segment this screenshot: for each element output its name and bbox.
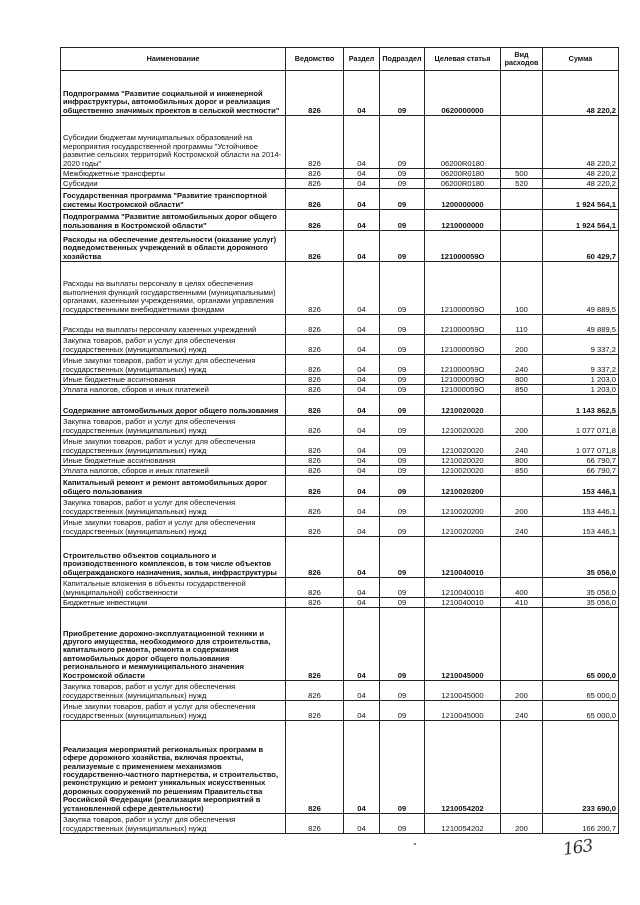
cell-target-article: 1210045000	[425, 681, 501, 701]
cell-subsection: 09	[380, 814, 425, 834]
cell-name: Закупка товаров, работ и услуг для обеспечения государственных (муниципальных) нужд	[61, 497, 286, 517]
cell-amount: 1 077 071,8	[543, 416, 619, 436]
cell-target-article: 1210020020	[425, 395, 501, 416]
cell-amount: 153 446,1	[543, 517, 619, 537]
cell-target-article: 121000059О	[425, 355, 501, 375]
cell-target-article: 121000059О	[425, 262, 501, 315]
cell-target-article: 1210020200	[425, 517, 501, 537]
cell-target-article: 0620000000	[425, 71, 501, 116]
cell-department: 826	[286, 315, 344, 335]
cell-subsection: 09	[380, 436, 425, 456]
table-row	[61, 116, 619, 169]
cell-amount: 35 056,0	[543, 578, 619, 598]
cell-department: 826	[286, 517, 344, 537]
cell-expense-type: 100	[501, 262, 543, 315]
cell-department: 826	[286, 681, 344, 701]
cell-section: 04	[344, 608, 380, 681]
cell-subsection: 09	[380, 315, 425, 335]
header-amount: Сумма	[543, 48, 619, 71]
cell-amount: 1 203,0	[543, 375, 619, 385]
speck	[414, 843, 416, 845]
cell-section: 04	[344, 476, 380, 497]
header-department: Ведомство	[286, 48, 344, 71]
cell-target-article: 1210040010	[425, 537, 501, 578]
cell-department: 826	[286, 179, 344, 189]
cell-department: 826	[286, 578, 344, 598]
cell-expense-type: 520	[501, 179, 543, 189]
cell-target-article: 121000059О	[425, 231, 501, 262]
cell-amount: 1 203,0	[543, 385, 619, 395]
cell-name: Расходы на выплаты персоналу в целях обеспечения выполнения функций государственными (муниципальными) органами, казенными учреждениями, органами управления государственными внебюджетными фондами	[61, 262, 286, 315]
cell-department: 826	[286, 456, 344, 466]
table-row	[61, 385, 619, 395]
cell-section: 04	[344, 436, 380, 456]
cell-subsection: 09	[380, 578, 425, 598]
cell-amount: 49 889,5	[543, 262, 619, 315]
cell-amount: 1 924 564,1	[543, 189, 619, 210]
cell-expense-type	[501, 231, 543, 262]
cell-amount: 48 220,2	[543, 179, 619, 189]
cell-subsection: 09	[380, 537, 425, 578]
cell-subsection: 09	[380, 721, 425, 814]
cell-name: Иные закупки товаров, работ и услуг для обеспечения государственных (муниципальных) нужд	[61, 517, 286, 537]
cell-subsection: 09	[380, 335, 425, 355]
cell-target-article: 121000059О	[425, 375, 501, 385]
table-row	[61, 210, 619, 231]
table-row	[61, 578, 619, 598]
cell-amount: 1 924 564,1	[543, 210, 619, 231]
cell-expense-type	[501, 210, 543, 231]
cell-subsection: 09	[380, 476, 425, 497]
cell-expense-type: 240	[501, 517, 543, 537]
cell-target-article: 1210045000	[425, 608, 501, 681]
table-row	[61, 608, 619, 681]
cell-expense-type	[501, 721, 543, 814]
cell-section: 04	[344, 262, 380, 315]
cell-subsection: 09	[380, 395, 425, 416]
table-row	[61, 71, 619, 116]
cell-department: 826	[286, 476, 344, 497]
cell-name: Бюджетные инвестиции	[61, 598, 286, 608]
cell-target-article: 1210040010	[425, 598, 501, 608]
cell-department: 826	[286, 701, 344, 721]
cell-department: 826	[286, 497, 344, 517]
cell-section: 04	[344, 71, 380, 116]
cell-department: 826	[286, 169, 344, 179]
cell-expense-type: 200	[501, 681, 543, 701]
header-section: Раздел	[344, 48, 380, 71]
cell-expense-type: 400	[501, 578, 543, 598]
cell-amount: 65 000,0	[543, 681, 619, 701]
cell-department: 826	[286, 189, 344, 210]
cell-name: Приобретение дорожно-эксплуатационной техники и другого имущества, необходимого для строительства, капитального ремонта, ремонта и содержания автомобильных дорог общего пользования регионального и межмуниципального значения Костромской области	[61, 608, 286, 681]
cell-subsection: 09	[380, 179, 425, 189]
cell-department: 826	[286, 436, 344, 456]
table-row	[61, 262, 619, 315]
cell-section: 04	[344, 814, 380, 834]
cell-department: 826	[286, 116, 344, 169]
cell-name: Реализация мероприятий региональных программ в сфере дорожного хозяйства, включая проекты, реализуемые с применением механизмов государственно-частного партнерства, и строительство, реконструкцию и ремонт уникальных искусственных дорожных сооружений по решениям Правительства Российской Федерации (реализация мероприятий в установленной сфере деятельности)	[61, 721, 286, 814]
table-row	[61, 375, 619, 385]
cell-expense-type: 800	[501, 375, 543, 385]
cell-subsection: 09	[380, 416, 425, 436]
cell-department: 826	[286, 395, 344, 416]
table-row	[61, 231, 619, 262]
cell-expense-type	[501, 608, 543, 681]
cell-amount: 48 220,2	[543, 116, 619, 169]
cell-department: 826	[286, 814, 344, 834]
cell-expense-type	[501, 189, 543, 210]
cell-target-article: 1210020200	[425, 497, 501, 517]
cell-name: Подпрограмма "Развитие социальной и инженерной инфраструктуры, автомобильных дорог и реализация общественно значимых проектов в сельской местности"	[61, 71, 286, 116]
cell-department: 826	[286, 598, 344, 608]
cell-name: Субсидии	[61, 179, 286, 189]
cell-expense-type: 850	[501, 466, 543, 476]
cell-amount: 1 143 862,5	[543, 395, 619, 416]
cell-section: 04	[344, 701, 380, 721]
cell-expense-type: 200	[501, 497, 543, 517]
cell-amount: 1 077 071,8	[543, 436, 619, 456]
cell-amount: 49 889,5	[543, 315, 619, 335]
cell-amount: 9 337,2	[543, 355, 619, 375]
table-row	[61, 169, 619, 179]
cell-name: Иные закупки товаров, работ и услуг для обеспечения государственных (муниципальных) нужд	[61, 436, 286, 456]
cell-expense-type: 200	[501, 416, 543, 436]
cell-department: 826	[286, 385, 344, 395]
table-body	[61, 71, 619, 834]
cell-name: Государственная программа "Развитие транспортной системы Костромской области"	[61, 189, 286, 210]
cell-section: 04	[344, 375, 380, 385]
cell-target-article: 1210020020	[425, 416, 501, 436]
cell-name: Уплата налогов, сборов и иных платежей	[61, 385, 286, 395]
cell-section: 04	[344, 210, 380, 231]
page-number: 163	[561, 836, 594, 860]
cell-section: 04	[344, 169, 380, 179]
cell-section: 04	[344, 598, 380, 608]
table-row	[61, 517, 619, 537]
cell-department: 826	[286, 721, 344, 814]
cell-section: 04	[344, 517, 380, 537]
cell-expense-type: 500	[501, 169, 543, 179]
cell-department: 826	[286, 608, 344, 681]
cell-department: 826	[286, 231, 344, 262]
cell-section: 04	[344, 456, 380, 466]
cell-amount: 48 220,2	[543, 71, 619, 116]
cell-subsection: 09	[380, 598, 425, 608]
cell-amount: 9 337,2	[543, 335, 619, 355]
table-row	[61, 189, 619, 210]
cell-expense-type	[501, 116, 543, 169]
cell-section: 04	[344, 466, 380, 476]
cell-section: 04	[344, 416, 380, 436]
cell-expense-type: 240	[501, 701, 543, 721]
cell-expense-type: 200	[501, 335, 543, 355]
cell-target-article: 1200000000	[425, 189, 501, 210]
cell-name: Иные бюджетные ассигнования	[61, 375, 286, 385]
header-name: Наименование	[61, 48, 286, 71]
cell-amount: 153 446,1	[543, 476, 619, 497]
cell-target-article: 121000059О	[425, 385, 501, 395]
table-row	[61, 315, 619, 335]
cell-target-article: 1210054202	[425, 721, 501, 814]
table-row	[61, 497, 619, 517]
cell-section: 04	[344, 497, 380, 517]
cell-department: 826	[286, 466, 344, 476]
cell-target-article: 06200R0180	[425, 179, 501, 189]
cell-subsection: 09	[380, 385, 425, 395]
cell-subsection: 09	[380, 375, 425, 385]
table-row	[61, 598, 619, 608]
cell-expense-type	[501, 537, 543, 578]
cell-amount: 35 056,0	[543, 537, 619, 578]
cell-amount: 65 000,0	[543, 701, 619, 721]
cell-target-article: 1210040010	[425, 578, 501, 598]
cell-expense-type: 240	[501, 355, 543, 375]
cell-section: 04	[344, 721, 380, 814]
cell-target-article: 1210020020	[425, 456, 501, 466]
cell-subsection: 09	[380, 497, 425, 517]
cell-target-article: 1210054202	[425, 814, 501, 834]
header-row	[61, 48, 619, 71]
cell-amount: 66 790,7	[543, 456, 619, 466]
cell-subsection: 09	[380, 116, 425, 169]
cell-name: Капитальный ремонт и ремонт автомобильных дорог общего пользования	[61, 476, 286, 497]
cell-amount: 65 000,0	[543, 608, 619, 681]
cell-department: 826	[286, 335, 344, 355]
cell-expense-type: 850	[501, 385, 543, 395]
cell-name: Субсидии бюджетам муниципальных образований на мероприятия государственной программы "Устойчивое развитие сельских территорий Костромской области на 2014-2020 годы"	[61, 116, 286, 169]
table-row	[61, 395, 619, 416]
header-expense-type: Вид расходов	[501, 48, 543, 71]
cell-section: 04	[344, 578, 380, 598]
cell-section: 04	[344, 116, 380, 169]
cell-department: 826	[286, 375, 344, 385]
cell-subsection: 09	[380, 456, 425, 466]
cell-name: Иные закупки товаров, работ и услуг для обеспечения государственных (муниципальных) нужд	[61, 355, 286, 375]
header-subsection: Подраздел	[380, 48, 425, 71]
table-row	[61, 476, 619, 497]
cell-name: Закупка товаров, работ и услуг для обеспечения государственных (муниципальных) нужд	[61, 681, 286, 701]
cell-section: 04	[344, 335, 380, 355]
cell-target-article: 1210045000	[425, 701, 501, 721]
cell-expense-type	[501, 71, 543, 116]
cell-section: 04	[344, 385, 380, 395]
cell-subsection: 09	[380, 71, 425, 116]
table-row	[61, 466, 619, 476]
table-row	[61, 456, 619, 466]
cell-section: 04	[344, 315, 380, 335]
cell-name: Содержание автомобильных дорог общего пользования	[61, 395, 286, 416]
cell-name: Иные закупки товаров, работ и услуг для обеспечения государственных (муниципальных) нужд	[61, 701, 286, 721]
cell-target-article: 06200R0180	[425, 116, 501, 169]
budget-sheet	[60, 47, 618, 834]
cell-section: 04	[344, 395, 380, 416]
cell-name: Уплата налогов, сборов и иных платежей	[61, 466, 286, 476]
table-row	[61, 436, 619, 456]
cell-expense-type: 240	[501, 436, 543, 456]
cell-section: 04	[344, 355, 380, 375]
cell-subsection: 09	[380, 608, 425, 681]
cell-target-article: 121000059О	[425, 335, 501, 355]
cell-section: 04	[344, 179, 380, 189]
cell-subsection: 09	[380, 231, 425, 262]
cell-department: 826	[286, 262, 344, 315]
cell-expense-type: 200	[501, 814, 543, 834]
cell-department: 826	[286, 416, 344, 436]
cell-subsection: 09	[380, 681, 425, 701]
cell-department: 826	[286, 355, 344, 375]
cell-section: 04	[344, 681, 380, 701]
cell-target-article: 1210000000	[425, 210, 501, 231]
cell-section: 04	[344, 189, 380, 210]
cell-section: 04	[344, 537, 380, 578]
table-row	[61, 681, 619, 701]
cell-name: Межбюджетные трансферты	[61, 169, 286, 179]
cell-amount: 233 690,0	[543, 721, 619, 814]
cell-target-article: 1210020020	[425, 466, 501, 476]
cell-department: 826	[286, 537, 344, 578]
cell-amount: 153 446,1	[543, 497, 619, 517]
cell-subsection: 09	[380, 355, 425, 375]
cell-expense-type: 110	[501, 315, 543, 335]
cell-subsection: 09	[380, 169, 425, 179]
cell-name: Расходы на обеспечение деятельности (оказание услуг) подведомственных учреждений в области дорожного хозяйства	[61, 231, 286, 262]
cell-subsection: 09	[380, 210, 425, 231]
cell-name: Подпрограмма "Развитие автомобильных дорог общего пользования в Костромской области"	[61, 210, 286, 231]
cell-name: Закупка товаров, работ и услуг для обеспечения государственных (муниципальных) нужд	[61, 416, 286, 436]
cell-target-article: 121000059О	[425, 315, 501, 335]
table-row	[61, 335, 619, 355]
cell-amount: 48 220,2	[543, 169, 619, 179]
cell-target-article: 1210020200	[425, 476, 501, 497]
cell-subsection: 09	[380, 701, 425, 721]
cell-subsection: 09	[380, 517, 425, 537]
header-target-article: Целевая статья	[425, 48, 501, 71]
table-row	[61, 355, 619, 375]
cell-department: 826	[286, 210, 344, 231]
cell-target-article: 06200R0180	[425, 169, 501, 179]
cell-expense-type	[501, 476, 543, 497]
cell-subsection: 09	[380, 189, 425, 210]
cell-amount: 60 429,7	[543, 231, 619, 262]
table-row	[61, 721, 619, 814]
table-row	[61, 179, 619, 189]
cell-expense-type: 410	[501, 598, 543, 608]
cell-name: Закупка товаров, работ и услуг для обеспечения государственных (муниципальных) нужд	[61, 335, 286, 355]
cell-expense-type: 800	[501, 456, 543, 466]
cell-department: 826	[286, 71, 344, 116]
cell-target-article: 1210020020	[425, 436, 501, 456]
cell-section: 04	[344, 231, 380, 262]
cell-name: Расходы на выплаты персоналу казенных учреждений	[61, 315, 286, 335]
table-row	[61, 537, 619, 578]
cell-amount: 166 200,7	[543, 814, 619, 834]
cell-subsection: 09	[380, 466, 425, 476]
cell-subsection: 09	[380, 262, 425, 315]
cell-name: Иные бюджетные ассигнования	[61, 456, 286, 466]
cell-name: Строительство объектов социального и производственного комплексов, в том числе объектов общегражданского назначения, жилья, инфраструктуры	[61, 537, 286, 578]
table-row	[61, 814, 619, 834]
cell-expense-type	[501, 395, 543, 416]
cell-name: Капитальные вложения в объекты государственной (муниципальной) собственности	[61, 578, 286, 598]
cell-amount: 66 790,7	[543, 466, 619, 476]
cell-name: Закупка товаров, работ и услуг для обеспечения государственных (муниципальных) нужд	[61, 814, 286, 834]
table-row	[61, 701, 619, 721]
budget-table	[60, 47, 619, 834]
cell-amount: 35 056,0	[543, 598, 619, 608]
table-row	[61, 416, 619, 436]
